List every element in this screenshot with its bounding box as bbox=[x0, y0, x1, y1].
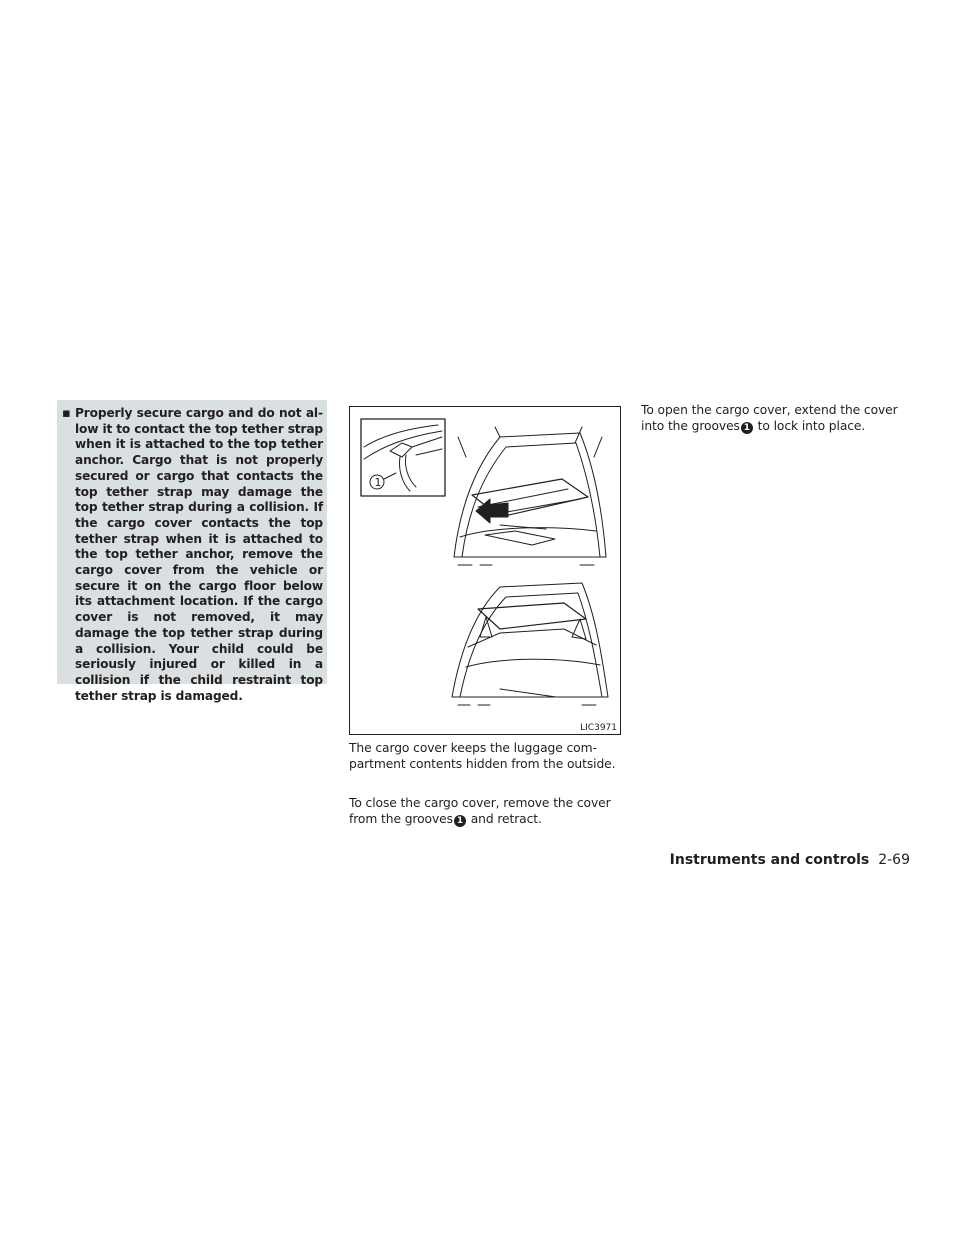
page-number: 2-69 bbox=[878, 852, 910, 868]
paragraph-cover-purpose: The cargo cover keeps the luggage compartment contents hidden from the outside. bbox=[349, 741, 616, 771]
page-footer bbox=[670, 852, 910, 868]
section-title: Instruments and controls bbox=[669, 852, 870, 868]
figure-code: LIC3971 bbox=[580, 723, 617, 733]
open-text-after: to lock into place. bbox=[753, 418, 866, 433]
close-text-after: and retract. bbox=[466, 811, 542, 826]
top-cargo-scene bbox=[454, 427, 606, 565]
callout-marker: 1 bbox=[741, 422, 753, 434]
bottom-cargo-scene bbox=[452, 583, 608, 705]
open-text-before: To open the cargo cover, extend the cover into the grooves bbox=[641, 403, 898, 433]
paragraph-open-cover bbox=[641, 403, 917, 435]
warning-item bbox=[62, 406, 323, 704]
warning-box bbox=[57, 400, 327, 703]
cargo-cover-illustration bbox=[349, 406, 621, 735]
cargo-area-drawing bbox=[350, 407, 620, 734]
callout-marker: 1 bbox=[454, 815, 466, 827]
close-text-before: To close the cargo cover, remove the cover from the grooves bbox=[349, 796, 611, 826]
paragraph-close-cover bbox=[349, 796, 625, 828]
warning-text: Properly secure cargo and do not allow it to contact the top tether strap when it is attached to the top tether anchor. Cargo that is not properly secured or cargo that contacts the top tether strap may damage the top tether strap during a collision. If the cargo cover contacts the top tether strap when it is attached to the top tether anchor, remove the cargo cover from the vehicle or secure it on the cargo floor below its attachment location. If the cargo cover is not removed, it may damage the top tether strap during a collision. Your child could be seriously injured or killed in a collision if the child restraint top tether strap is damaged. bbox=[75, 406, 323, 703]
callout-number: 1 bbox=[374, 476, 382, 489]
bullet-mark: ▪ bbox=[62, 406, 71, 421]
